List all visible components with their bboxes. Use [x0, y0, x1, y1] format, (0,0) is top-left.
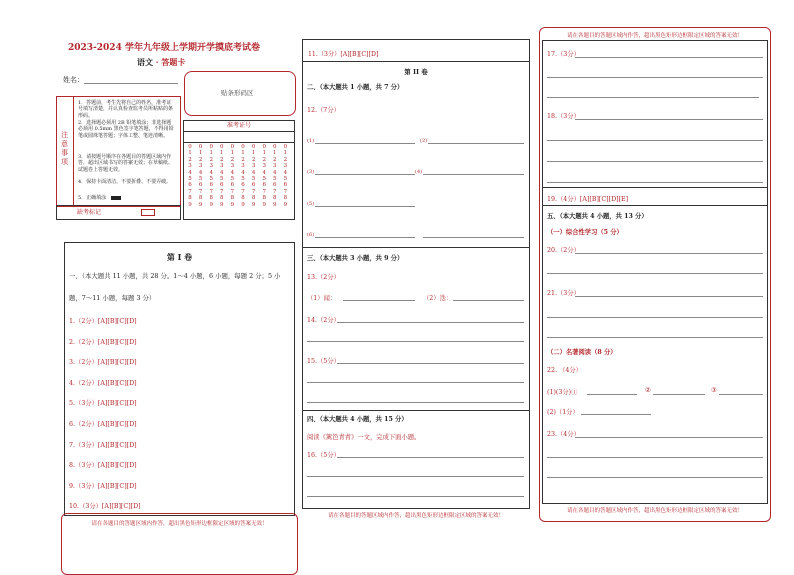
q12-sub2: (2) [420, 138, 428, 144]
notice-box [56, 96, 181, 207]
digit-bubble[interactable]: 9 [241, 201, 245, 208]
divider [543, 205, 767, 206]
digit-bubble[interactable]: 9 [262, 201, 266, 208]
name-field[interactable] [84, 83, 178, 84]
digit-bubble[interactable]: 5 [283, 176, 288, 183]
mc-answer-options[interactable]: [A][B][C][D] [97, 379, 137, 387]
digit-bubble[interactable]: 5 [209, 176, 213, 183]
mc-question-row [69, 440, 137, 449]
digit-bubble[interactable]: 0 [198, 144, 203, 150]
q18-line-4[interactable] [547, 182, 763, 183]
digit-bubble[interactable]: 7 [262, 188, 266, 195]
mc-question-row [69, 316, 137, 325]
digit-bubble[interactable]: 1 [251, 150, 256, 157]
exam-id-column[interactable] [207, 144, 215, 208]
q17-line-1[interactable] [575, 57, 763, 58]
digit-bubble[interactable]: 5 [198, 176, 203, 183]
mc-question-score: （2分） [75, 359, 98, 367]
notice-item-5-text: 5．正确填涂 [78, 195, 107, 201]
barcode-area [184, 71, 296, 116]
q17-line-3[interactable] [547, 97, 759, 98]
mc-question-number: 2. [69, 338, 76, 346]
digit-bubble[interactable]: 4 [220, 169, 224, 176]
q13-part2: （2）迭： [423, 295, 453, 302]
q21-line-3[interactable] [547, 337, 763, 338]
filled-sample-mark [111, 196, 121, 200]
digit-bubble[interactable]: 6 [273, 182, 277, 189]
mc-answer-options[interactable]: [A][B][C][D] [97, 338, 137, 346]
mc-answer-options[interactable]: [A][B][C][D] [101, 503, 141, 511]
q21: 21.（3分） [547, 290, 580, 297]
section1-desc-2: 题，7～11 小题，每题 3 分） [69, 294, 156, 302]
mc-question-number: 5. [69, 400, 76, 408]
warning-right-top: 请在各题目的答题区域内作答，超出黑色矩形边框限定区域的答案无效！ [566, 33, 743, 39]
digit-bubble[interactable]: 0 [188, 144, 192, 150]
q15-line-2[interactable] [307, 382, 524, 383]
exam-id-grid [183, 120, 295, 220]
digit-bubble[interactable]: 2 [230, 156, 235, 163]
digit-bubble[interactable]: 0 [209, 144, 213, 150]
part4-heading: 四、（本大题共 4 小题，共 15 分） [307, 416, 408, 423]
q12-sub6: (6) [307, 232, 315, 238]
digit-bubble[interactable]: 6 [283, 182, 288, 189]
digit-bubble[interactable]: 0 [241, 144, 245, 150]
digit-bubble[interactable]: 1 [230, 150, 235, 157]
digit-bubble[interactable]: 2 [273, 156, 277, 163]
q15-line-3[interactable] [307, 402, 524, 403]
q14-line-2[interactable] [307, 341, 524, 342]
subtitle-dot: · [155, 57, 159, 67]
digit-bubble[interactable]: 3 [251, 163, 256, 170]
digit-bubble[interactable]: 8 [220, 195, 224, 202]
exam-id-column[interactable] [239, 144, 247, 208]
digit-bubble[interactable]: 3 [198, 163, 203, 170]
mc-question-score: （3分） [75, 441, 98, 449]
mc-question-score: （2分） [75, 421, 98, 428]
digit-bubble[interactable]: 5 [230, 176, 235, 183]
left-bottom-frame [61, 513, 298, 575]
digit-bubble[interactable]: 9 [283, 201, 288, 208]
q13-part2-line[interactable] [453, 300, 524, 301]
digit-bubble[interactable]: 2 [262, 156, 266, 163]
digit-bubble[interactable]: 1 [220, 150, 224, 157]
mc-question-row [69, 419, 137, 428]
digit-bubble[interactable]: 7 [273, 188, 277, 195]
exam-id-column[interactable] [197, 144, 205, 208]
digit-bubble[interactable]: 0 [283, 144, 288, 150]
mc-question-number: 3. [69, 359, 76, 367]
divider [303, 410, 529, 411]
digit-bubble[interactable]: 1 [188, 150, 192, 157]
notice-heading [57, 97, 74, 206]
q22-part1-line-3[interactable] [719, 394, 763, 395]
q16: 16.（5分） [307, 452, 340, 459]
mc-question-number: 6. [69, 421, 76, 428]
notice-item-4: 4．保持卡面清洁，不要折叠、不要弄破。 [78, 179, 172, 185]
digit-bubble[interactable]: 4 [241, 169, 245, 176]
digit-bubble[interactable]: 6 [230, 182, 235, 189]
digit-bubble[interactable]: 0 [262, 144, 266, 150]
digit-bubble[interactable]: 2 [198, 156, 203, 163]
notice-heading-text: 注意事项 [61, 131, 68, 166]
q22: 22. （4分） [547, 367, 582, 374]
q23-line-2[interactable] [547, 457, 763, 458]
q14: 14.（2分） [307, 317, 340, 324]
q17-line-2[interactable] [547, 77, 763, 78]
exam-id-column[interactable] [260, 144, 268, 208]
digit-bubble[interactable]: 8 [273, 195, 277, 202]
mc-question-number: 7. [69, 441, 76, 449]
digit-bubble[interactable]: 1 [209, 150, 213, 157]
name-label: 姓名： [63, 76, 84, 84]
digit-bubble[interactable]: 6 [241, 182, 245, 189]
digit-bubble[interactable]: 6 [220, 182, 224, 189]
digit-bubble[interactable]: 1 [198, 150, 203, 157]
q12: 12.（7分） [307, 107, 340, 114]
digit-bubble[interactable]: 8 [188, 195, 192, 202]
exam-id-column[interactable] [186, 144, 194, 208]
exam-id-input-cells[interactable] [184, 132, 294, 143]
mc-question-row [69, 337, 137, 346]
digit-bubble[interactable]: 4 [251, 169, 256, 176]
part2-heading: 二、（本大题共 1 小题，共 7 分） [307, 84, 404, 91]
mc-question-row [69, 398, 137, 407]
mc-question-score: （3分） [75, 482, 98, 490]
q12-sub6-line-b[interactable] [423, 237, 524, 238]
q12-sub6-line-a[interactable] [315, 237, 415, 238]
q13-part1-line[interactable] [343, 300, 415, 301]
q11: 11.（3分）[A][B][C][D] [308, 51, 379, 58]
q22-part1-line-2[interactable] [653, 394, 705, 395]
section1-desc-1: 一、（本大题共 11 小题，共 28 分。1～4 小题，6 小题，每题 2 分；5 小 [69, 272, 281, 280]
absent-checkbox[interactable] [141, 209, 155, 216]
q15: 15.（5分） [307, 358, 340, 365]
q22-part1: (1)(3分)① [547, 389, 578, 396]
digit-bubble[interactable]: 1 [241, 150, 245, 157]
q13-part1: （1）闻： [307, 295, 337, 302]
q22-part1-line-1[interactable] [587, 394, 637, 395]
digit-bubble[interactable]: 6 [262, 182, 266, 189]
digit-bubble[interactable]: 6 [251, 182, 256, 189]
digit-bubble[interactable]: 3 [188, 163, 192, 170]
right-column [539, 27, 771, 522]
part5-heading: 五、（本大题共 4 小题，共 13 分） [547, 213, 648, 220]
digit-bubble[interactable]: 3 [273, 163, 277, 170]
q22-part1b: ② [645, 387, 651, 394]
mc-question-score: （3分） [79, 503, 102, 511]
digit-bubble[interactable]: 6 [188, 182, 192, 189]
digit-bubble[interactable]: 1 [283, 150, 288, 157]
mc-question-number: 4. [69, 379, 76, 387]
digit-bubble[interactable]: 3 [241, 163, 245, 170]
mc-question-score: （2分） [75, 379, 98, 387]
digit-bubble[interactable]: 6 [198, 182, 203, 189]
mc-question-number: 10. [69, 503, 80, 511]
q17: 17.（3分） [547, 51, 580, 58]
digit-bubble[interactable]: 7 [283, 188, 288, 195]
q13: 13.（2分） [307, 274, 340, 281]
mc-answer-options[interactable]: [A][B][C][D] [97, 441, 137, 449]
q15-line-1[interactable] [337, 363, 524, 364]
digit-bubble[interactable]: 8 [283, 195, 288, 202]
digit-bubble[interactable]: 4 [262, 169, 266, 176]
digit-bubble[interactable]: 5 [188, 176, 192, 183]
digit-bubble[interactable]: 3 [283, 163, 288, 170]
digit-bubble[interactable]: 4 [273, 169, 277, 176]
digit-bubble[interactable]: 4 [209, 169, 213, 176]
digit-bubble[interactable]: 9 [230, 201, 235, 208]
digit-bubble[interactable]: 3 [220, 163, 224, 170]
absent-label: 缺考标记 [77, 209, 102, 216]
q12-sub2-line[interactable] [428, 143, 524, 144]
q20-line-1[interactable] [575, 253, 763, 254]
notice-item-1: 1．答题前，考生先将自己的姓名，准考证号填写清楚，并认真检查监考员所粘贴的条形码。 [78, 100, 174, 119]
digit-bubble[interactable]: 7 [198, 188, 203, 195]
q20: 20.（2分） [547, 247, 580, 254]
subject-label: 语文 [137, 57, 153, 67]
digit-bubble[interactable]: 7 [230, 188, 235, 195]
mc-question-score: （3分） [75, 400, 98, 408]
section-comprehensive: （一）综合性学习（5 分） [547, 229, 623, 236]
exam-id-column[interactable] [271, 144, 279, 208]
digit-bubble[interactable]: 8 [251, 195, 256, 202]
digit-bubble[interactable]: 5 [241, 176, 245, 183]
q21-line-2[interactable] [547, 317, 763, 318]
digit-bubble[interactable]: 9 [209, 201, 213, 208]
digit-bubble[interactable]: 4 [188, 169, 192, 176]
digit-bubble[interactable]: 0 [220, 144, 224, 150]
digit-bubble[interactable]: 7 [241, 188, 245, 195]
middle-column [302, 39, 530, 509]
digit-bubble[interactable]: 9 [188, 201, 192, 208]
section-classics: （二）名著阅读（8 分） [547, 349, 617, 356]
section2-title: 第 II 卷 [404, 68, 428, 76]
digit-bubble[interactable]: 3 [230, 163, 235, 170]
mc-question-score: （3分） [75, 462, 98, 470]
digit-bubble[interactable]: 1 [273, 150, 277, 157]
digit-bubble[interactable]: 8 [230, 195, 235, 202]
digit-bubble[interactable]: 0 [230, 144, 235, 150]
q22-part1c: ③ [711, 387, 717, 394]
digit-bubble[interactable]: 4 [198, 169, 203, 176]
card-subtitle [137, 57, 185, 68]
digit-bubble[interactable]: 4 [230, 169, 235, 176]
digit-bubble[interactable]: 4 [283, 169, 288, 176]
barcode-label: 贴条形码区 [221, 89, 254, 97]
q18: 18.（3分） [547, 113, 580, 120]
exam-id-column[interactable] [228, 144, 236, 208]
q12-sub5-line[interactable] [315, 206, 415, 207]
q23: 23.（4分） [547, 431, 580, 438]
q22-part2: (2)（1分） [547, 409, 579, 416]
digit-bubble[interactable]: 2 [283, 156, 288, 163]
section1-title: 第 I 卷 [166, 252, 193, 262]
right-inner-box [542, 40, 768, 504]
q19: 19.（4分）[A][B][C][D][E] [547, 196, 629, 203]
q16-line-2[interactable] [307, 476, 524, 477]
mc-question-row [69, 378, 137, 387]
mc-question-number: 8. [69, 462, 76, 470]
divider [303, 247, 529, 248]
mc-answer-options[interactable]: [A][B][C][D] [97, 482, 137, 490]
q21-line-1[interactable] [575, 296, 763, 297]
digit-bubble[interactable]: 5 [273, 176, 277, 183]
digit-bubble[interactable]: 7 [220, 188, 224, 195]
digit-bubble[interactable]: 9 [251, 201, 256, 208]
digit-bubble[interactable]: 8 [198, 195, 203, 202]
q20-line-2[interactable] [547, 273, 763, 274]
digit-bubble[interactable]: 2 [241, 156, 245, 163]
digit-bubble[interactable]: 5 [220, 176, 224, 183]
notice-item-5 [78, 195, 121, 201]
divider [543, 187, 767, 188]
q18-line-1[interactable] [575, 119, 763, 120]
q23-line-1[interactable] [575, 437, 763, 438]
q16-line-3[interactable] [307, 496, 524, 497]
absent-row [56, 205, 181, 220]
exam-id-column[interactable] [250, 144, 258, 208]
digit-bubble[interactable]: 2 [220, 156, 224, 163]
q12-sub3-line[interactable] [315, 174, 415, 175]
mc-question-score: （2分） [75, 318, 98, 325]
digit-bubble[interactable]: 2 [251, 156, 256, 163]
digit-bubble[interactable]: 7 [251, 188, 256, 195]
q18-line-3[interactable] [547, 161, 763, 162]
digit-bubble[interactable]: 9 [198, 201, 203, 208]
warning-middle: 请在各题目的答题区域内作答，超出黑色矩形边框限定区域的答案无效！ [327, 513, 504, 519]
mc-question-number: 9. [69, 482, 76, 490]
digit-bubble[interactable]: 7 [188, 188, 192, 195]
exam-title: 2023-2024 学年九年级上学期开学摸底考试卷 [68, 43, 260, 53]
part3-heading: 三、（本大题共 3 小题，共 9 分） [307, 255, 404, 262]
exam-id-column[interactable] [218, 144, 226, 208]
exam-id-bubbles[interactable] [186, 144, 292, 216]
section1-box [64, 242, 295, 516]
exam-id-column[interactable] [281, 144, 289, 208]
digit-bubble[interactable]: 7 [209, 188, 213, 195]
mc-question-row [69, 501, 141, 510]
q16-line-1[interactable] [337, 457, 524, 458]
digit-bubble[interactable]: 8 [209, 195, 213, 202]
mc-answer-options[interactable]: [A][B][C][D] [97, 318, 137, 325]
exam-id-label: 准考证号 [184, 121, 294, 132]
digit-bubble[interactable]: 3 [262, 163, 266, 170]
q12-sub1: (1) [307, 138, 315, 144]
digit-bubble[interactable]: 6 [209, 182, 213, 189]
digit-bubble[interactable]: 9 [273, 201, 277, 208]
digit-bubble[interactable]: 1 [262, 150, 266, 157]
mc-question-row [69, 481, 137, 490]
digit-bubble[interactable]: 5 [251, 176, 256, 183]
digit-bubble[interactable]: 3 [209, 163, 213, 170]
q22-part2-line[interactable] [581, 414, 651, 415]
mc-question-row [69, 460, 137, 469]
digit-bubble[interactable]: 8 [241, 195, 245, 202]
q12-sub5: (5) [307, 201, 315, 207]
reading-instruction: 阅读《篱笆青青》一文，完成下面小题。 [307, 434, 421, 441]
notice-item-3: 3．请按题号顺序在各题目的答题区域内作答，超出区域书写的答案无效；在草稿纸、试题卷上答题无效。 [78, 154, 174, 173]
warning-right-bottom: 请在各题目的答题区域内作答，超出黑色矩形边框限定区域的答案无效！ [566, 508, 743, 514]
digit-bubble[interactable]: 0 [251, 144, 256, 150]
q12-sub1-line[interactable] [315, 143, 415, 144]
warning-left: 请在各题目的答题区域内作答，超出黑色矩形边框限定区域的答案无效！ [91, 521, 268, 527]
digit-bubble[interactable]: 5 [262, 176, 266, 183]
divider [303, 61, 529, 62]
digit-bubble[interactable]: 2 [188, 156, 192, 163]
q23-line-3[interactable] [547, 477, 763, 478]
digit-bubble[interactable]: 8 [262, 195, 266, 202]
digit-bubble[interactable]: 2 [209, 156, 213, 163]
q12-sub4-line[interactable] [423, 174, 524, 175]
digit-bubble[interactable]: 0 [273, 144, 277, 150]
answer-card-label: 答题卡 [161, 57, 186, 67]
q18-line-2[interactable] [547, 140, 763, 141]
q14-line-1[interactable] [337, 322, 524, 323]
mc-question-number: 1. [69, 318, 76, 325]
mc-question-score: （2分） [75, 338, 98, 346]
mc-question-row [69, 357, 137, 366]
mc-answer-options[interactable]: [A][B][C][D] [97, 462, 137, 470]
q12-sub3: (3) [307, 169, 315, 175]
mc-answer-options[interactable]: [A][B][C][D] [97, 400, 137, 408]
q12-sub4: (4) [415, 169, 423, 175]
mc-answer-options[interactable]: [A][B][C][D] [97, 421, 137, 428]
notice-item-2: 2．选择题必须用 2B 铅笔填涂；非选择题必须用 0.5mm 黑色签字笔答题，不得用铅笔或圆珠笔答题；字体工整、笔迹清晰。 [78, 120, 174, 139]
digit-bubble[interactable]: 9 [220, 201, 224, 208]
mc-answer-options[interactable]: [A][B][C][D] [97, 359, 137, 367]
